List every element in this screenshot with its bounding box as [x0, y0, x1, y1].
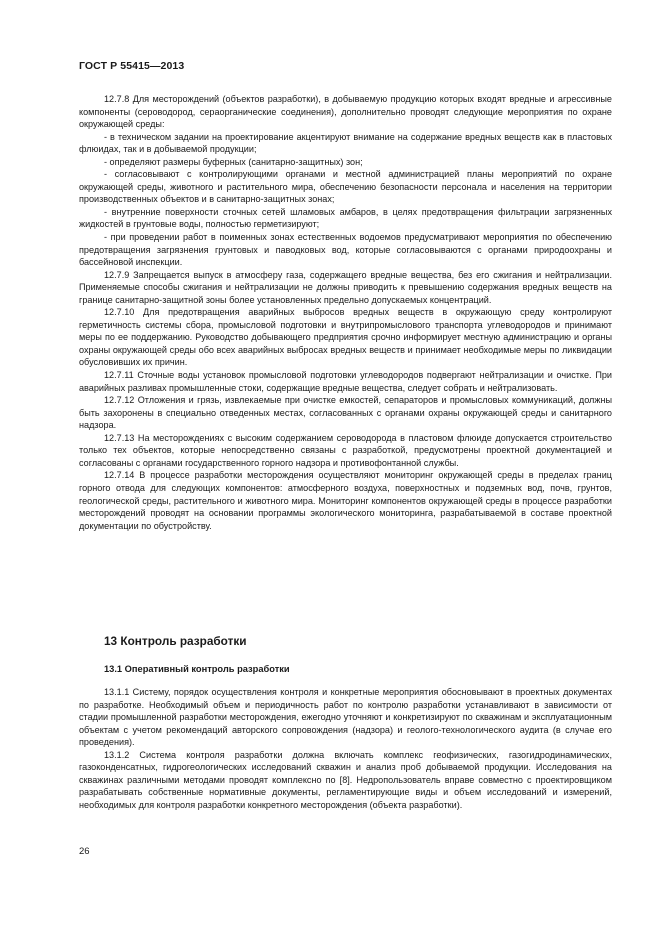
list-item: - в техническом задании на проектирование акцентируют внимание на содержание вредных веществ как в пластовых флюидах, так и в добываемой продукции; — [79, 131, 612, 155]
list-item: - внутренние поверхности сточных сетей шламовых амбаров, в целях предотвращения фильтрации загрязненных жидкостей в грунтовые воды, полностью герметизируют; — [79, 206, 612, 230]
paragraph-12-7-10: 12.7.10 Для предотвращения аварийных выбросов вредных веществ в окружающую среду контролируют герметичность системы сбора, промысловой подготовки и внутрипромыслового транспорта углеводородов и принимают меры по ее поддержанию. Руководство добывающего предприятия срочно информирует местную администрацию и органы охраны окружающей среды обо всех аварийных выбросах вредных веществ и принимает необходимые меры по ликвидации обусловивших их причин. — [79, 307, 612, 368]
standard-header: ГОСТ Р 55415—2013 — [79, 60, 185, 72]
paragraph-12-7-11: 12.7.11 Сточные воды установок промысловой подготовки углеводородов подвергают нейтрализации и очистке. При аварийных разливах промышленные стоки, содержащие вредные вещества, следует собрать и нейтрализовать. — [79, 370, 612, 393]
paragraph-13-1-1: 13.1.1 Систему, порядок осуществления контроля и конкретные мероприятия обосновывают в проектных документах по разработке. Необходимый объем и периодичность работ по контролю разработки устанавливают в зависимости от стадии промышленной разработки месторождения, ежегодно уточняют и конкретизируют по скважинам и эксплуатационным объектам с учетом рекомендаций авторского сопровождения (надзора) и геолого-технологического аудита (в случае его проведения). — [79, 687, 612, 748]
paragraph-13-1-2: 13.1.2 Система контроля разработки должна включать комплекс геофизических, газогидродинамических, газоконденсатных, гидрогеологических исследований скважин и анализ проб добываемой продукции. Исследования на скважинах различными методами проводят комплексно по [8]. Недропользователь вправе совместно с проектировщиком разрабатывать собственные нормативные документы, регламентирующие виды и объем исследований и измерений, необходимых для контроля разработки конкретного месторождения (объекта разработки). — [79, 749, 612, 810]
page-number: 26 — [79, 846, 90, 857]
body-section-13-1 — [79, 686, 612, 811]
paragraph-12-7-14: 12.7.14 В процессе разработки месторождения осуществляют мониторинг окружающей среды в пределах границ горного отвода для следующих компонентов: атмосферного воздуха, поверхностных и подземных вод, почв, грунтов, геологической среды, растительного и животного мира. Мониторинг компонентов окружающей среды в процессе разработки месторождений проводят на основании программы экологического мониторинга, разрабатываемой в составе проектной документации по обустройству. — [79, 470, 612, 531]
paragraph-12-7-8: 12.7.8 Для месторождений (объектов разработки), в добываемую продукцию которых входят вредные и агрессивные компоненты (сероводород, сераорганические соединения), дополнительно проводят следующие мероприятия по охране окружающей среды: — [79, 94, 612, 130]
list-item: - определяют размеры буферных (санитарно-защитных) зон; — [104, 156, 363, 167]
list-item: - при проведении работ в поименных зонах естественных водоемов предусматривают мероприятия по обеспечению предотвращения загрязнения грунтовых и паводковых вод, которые согласовываются с органами природоохраны и бассейновой инспекции. — [79, 232, 612, 268]
paragraph-12-7-13: 12.7.13 На месторождениях с высоким содержанием сероводорода в пластовом флюиде допускается строительство только тех объектов, которые непосредственно связаны с разработкой, предусмотрены проектной документацией и согласованы с органами государственного горного надзора и противофонтанной службы. — [79, 432, 612, 468]
section-heading: 13 Контроль разработки — [104, 634, 247, 648]
paragraph-12-7-12: 12.7.12 Отложения и грязь, извлекаемые при очистке емкостей, сепараторов и промысловых коммуникаций, должны быть захоронены в специально отведенных местах, согласованных с органами охраны окружающей среды и санитарного надзора. — [79, 395, 612, 431]
body-section-12-7 — [79, 93, 612, 532]
paragraph-12-7-9: 12.7.9 Запрещается выпуск в атмосферу газа, содержащего вредные вещества, без его сжигания и нейтрализации. Применяемые способы сжигания и нейтрализации не должны приводить к превышению содержания вредных веществ на границе санитарно-защитной зоны более установленных предельно допускаемых концентраций. — [79, 269, 612, 305]
list-item: - согласовывают с контролирующими органами и местной администрацией планы мероприятий по охране окружающей среды, животного и растительного мира, обеспечению безопасности персонала и населения на территории производственных объектов и в санитарно-защитных зонах; — [79, 169, 612, 205]
subsection-heading: 13.1 Оперативный контроль разработки — [104, 664, 290, 674]
